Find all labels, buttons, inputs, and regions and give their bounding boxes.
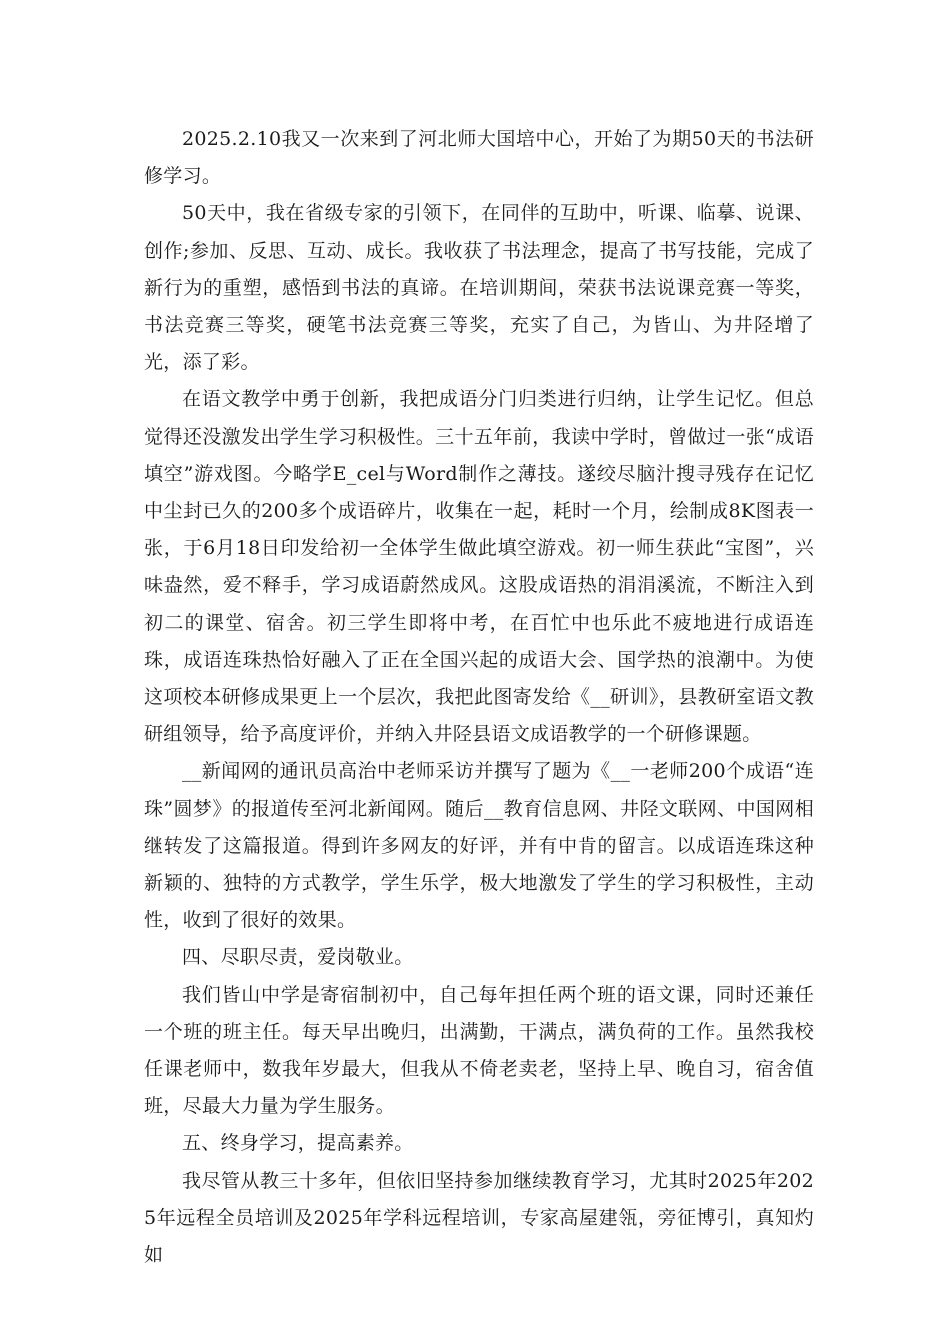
paragraph-idiom-teaching: 在语文教学中勇于创新，我把成语分门归类进行归纳，让学生记忆。但总觉得还没激发出学生学习积极性。三十五年前，我读中学时，曾做过一张“成语填空”游戏图。今略学E_cel与Word制作之薄技。遂绞尽脑汁搜寻残存在记忆中尘封已久的200多个成语碎片，收集在一起，耗时一个月，绘制成8K图表一张，于6月18日印发给初一全体学生做此填空游戏。初一师生获此“宝图”，兴味盎然，爱不释手，学习成语蔚然成风。这股成语热的涓涓溪流，不断注入到初二的课堂、宿舍。初三学生即将中考，在百忙中也乐此不疲地进行成语连珠，成语连珠热恰好融入了正在全国兴起的成语大会、国学热的浪潮中。为使这项校本研修成果更上一个层次，我把此图寄发给《__研训》，县教研室语文教研组领导，给予高度评价，并纳入井陉县语文成语教学的一个研修课题。 bbox=[144, 388, 814, 746]
section-heading-dedication: 四、尽职尽责，爱岗敬业。 bbox=[182, 946, 414, 969]
section-heading-lifelong-learning: 五、终身学习，提高素养。 bbox=[182, 1132, 414, 1155]
paragraph-boarding-school: 我们皆山中学是寄宿制初中，自己每年担任两个班的语文课，同时还兼任一个班的班主任。每天早出晚归，出满勤，干满点，满负荷的工作。虽然我校任课老师中，数我年岁最大，但我从不倚老卖老，坚持上早、晚自习，宿舍值班，尽最大力量为学生服务。 bbox=[144, 983, 814, 1118]
document-body bbox=[144, 121, 814, 1274]
paragraph-news-report: __新闻网的通讯员高治中老师采访并撰写了题为《__一老师200个成语“连珠”圆梦》的报道传至河北新闻网。随后__教育信息网、井陉文联网、中国网相继转发了这篇报道。得到许多网友的好评，并有中肯的留言。以成语连珠这种新颖的、独特的方式教学，学生乐学，极大地激发了学生的学习积极性，主动性，收到了很好的效果。 bbox=[144, 760, 814, 932]
paragraph-study-start: 2025.2.10我又一次来到了河北师大国培中心，开始了为期50天的书法研修学习。 bbox=[144, 128, 814, 188]
paragraph-study-results: 50天中，我在省级专家的引领下，在同伴的互助中，听课、临摹、说课、创作;参加、反思、互动、成长。我收获了书法理念，提高了书写技能，完成了新行为的重塑，感悟到书法的真谛。在培训期间，荣获书法说课竞赛一等奖，书法竞赛三等奖，硬笔书法竞赛三等奖，充实了自己，为皆山、为井陉增了光，添了彩。 bbox=[144, 202, 814, 374]
paragraph-continuing-education: 我尽管从教三十多年，但依旧坚持参加继续教育学习，尤其时2025年2025年远程全员培训及2025年学科远程培训，专家高屋建瓴，旁征博引，真知灼如 bbox=[144, 1169, 814, 1267]
